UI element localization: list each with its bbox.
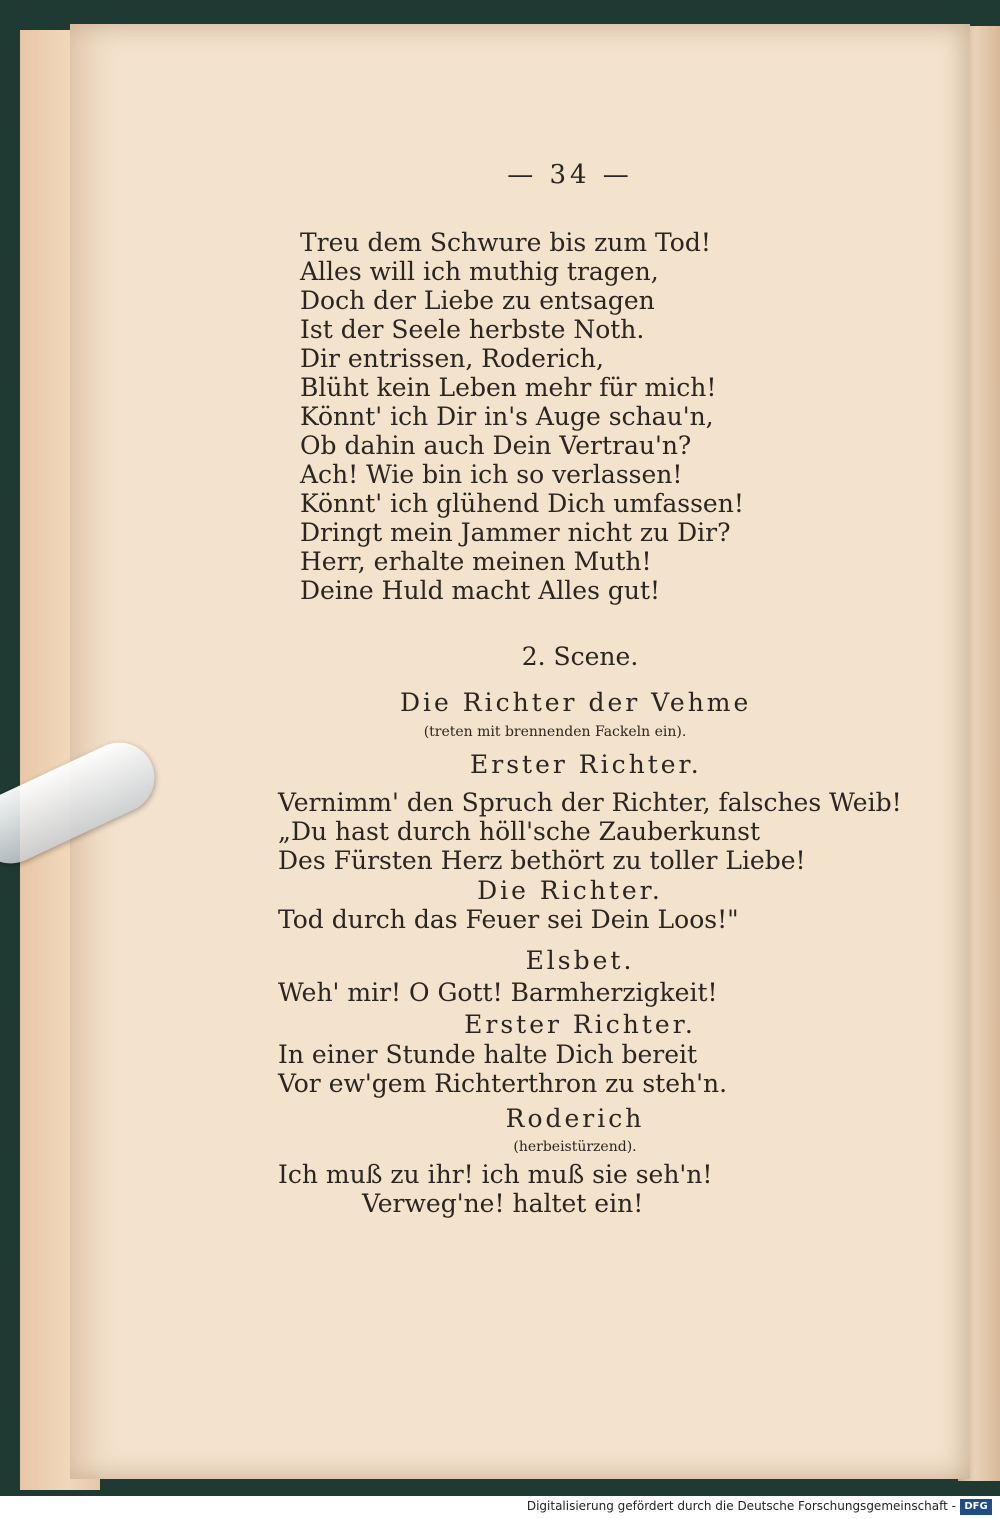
footer-bar bbox=[0, 1496, 1000, 1519]
poem-line: Alles will ich muthig tragen, bbox=[300, 257, 659, 286]
stage-direction: (treten mit brennenden Fackeln ein). bbox=[423, 724, 687, 740]
speech-line: In einer Stunde halte Dich bereit bbox=[278, 1040, 698, 1069]
poem-line: Ob dahin auch Dein Vertrau'n? bbox=[300, 431, 692, 460]
poem-line: Dir entrissen, Roderich, bbox=[300, 344, 604, 373]
speech-line: Tod durch das Feuer sei Dein Loos!" bbox=[278, 905, 739, 934]
page-number: — 34 — bbox=[507, 160, 633, 190]
speech-line: Vor ew'gem Richterthron zu steh'n. bbox=[278, 1069, 728, 1098]
scene-title: 2. Scene. bbox=[521, 642, 639, 671]
speaker-heading: Die Richter der Vehme bbox=[400, 688, 752, 717]
dfg-logo[interactable]: DFG bbox=[960, 1499, 992, 1515]
speaker-heading: Erster Richter. bbox=[464, 1010, 696, 1039]
stage-direction: (herbeistürzend). bbox=[513, 1139, 637, 1155]
poem-block bbox=[300, 228, 744, 605]
poem-line: Blüht kein Leben mehr für mich! bbox=[300, 373, 717, 402]
speaker-heading: Elsbet. bbox=[525, 946, 635, 975]
poem-line: Ist der Seele herbste Noth. bbox=[300, 315, 645, 344]
speaker-heading: Die Richter. bbox=[477, 876, 663, 905]
speaker-heading: Erster Richter. bbox=[470, 750, 702, 779]
speech-line: Weh' mir! O Gott! Barmherzigkeit! bbox=[278, 978, 718, 1007]
speech-line: „Du hast durch höll'sche Zauberkunst bbox=[278, 817, 761, 846]
poem-line: Könnt' ich glühend Dich umfassen! bbox=[300, 489, 744, 518]
speaker-heading: Roderich bbox=[505, 1104, 645, 1133]
poem-line: Herr, erhalte meinen Muth! bbox=[300, 547, 652, 576]
speech-line: Verweg'ne! haltet ein! bbox=[362, 1189, 644, 1218]
poem-line: Ach! Wie bin ich so verlassen! bbox=[300, 460, 683, 489]
poem-line: Deine Huld macht Alles gut! bbox=[300, 576, 661, 605]
poem-line: Könnt' ich Dir in's Auge schau'n, bbox=[300, 402, 714, 431]
speech-line: Des Fürsten Herz bethört zu toller Liebe! bbox=[278, 846, 806, 875]
poem-line: Dringt mein Jammer nicht zu Dir? bbox=[300, 518, 731, 547]
speech-line: Ich muß zu ihr! ich muß sie seh'n! bbox=[278, 1160, 713, 1189]
poem-line: Treu dem Schwure bis zum Tod! bbox=[300, 228, 711, 257]
footer-credit: Digitalisierung gefördert durch die Deutsche Forschungsgemeinschaft - bbox=[526, 1499, 956, 1513]
speech-line: Vernimm' den Spruch der Richter, falsches Weib! bbox=[278, 788, 902, 817]
poem-line: Doch der Liebe zu entsagen bbox=[300, 286, 655, 315]
